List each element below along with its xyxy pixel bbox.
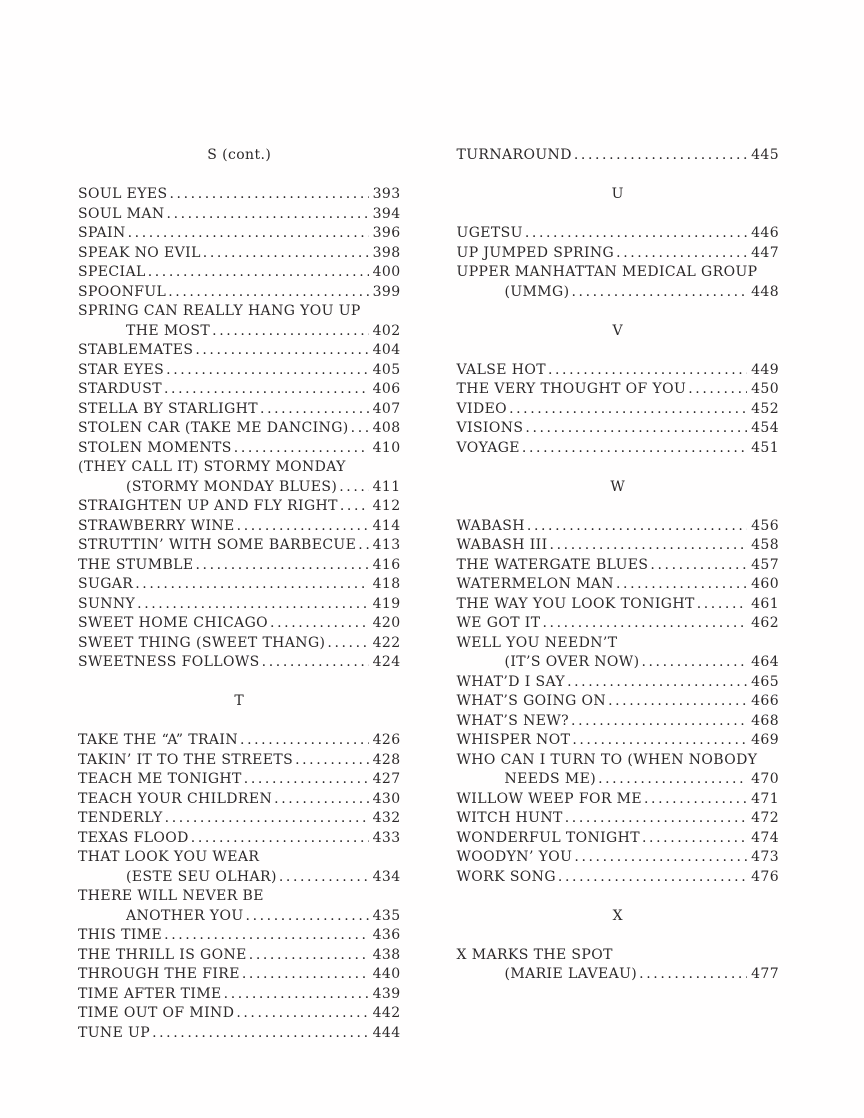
page-number: 428 <box>372 751 401 768</box>
page-number: 432 <box>372 810 401 826</box>
page-number: 464 <box>751 654 779 670</box>
dot-leader <box>260 400 369 420</box>
dot-leader <box>616 244 747 264</box>
song-title: TIME AFTER TIME <box>78 985 222 1002</box>
index-entry-continuation <box>457 283 780 303</box>
song-title: (ESTE SEU OLHAR) <box>126 868 277 885</box>
song-title: TEACH YOUR CHILDREN <box>78 790 273 807</box>
dot-leader <box>212 322 368 342</box>
page-number: 454 <box>751 420 779 436</box>
song-title: STOLEN CAR (TAKE ME DANCING) <box>78 420 349 436</box>
page-number: 411 <box>372 478 401 495</box>
index-entry <box>78 809 401 829</box>
dot-leader <box>191 829 369 849</box>
page-number: 451 <box>751 439 779 456</box>
dot-leader <box>340 497 369 517</box>
index-entry <box>457 946 780 966</box>
index-entry <box>457 244 780 264</box>
index-entry <box>457 536 780 556</box>
dot-leader <box>327 634 368 654</box>
song-title: TAKE THE “A” TRAIN <box>78 732 239 748</box>
page-number: 449 <box>751 361 779 378</box>
song-title: (IT’S OVER NOW) <box>504 654 640 670</box>
index-entry <box>78 302 401 322</box>
dot-leader <box>697 595 747 615</box>
page-number: 477 <box>751 966 779 982</box>
song-title: NEEDS ME) <box>504 771 597 787</box>
section-heading: V <box>612 322 623 339</box>
page-number: 414 <box>372 517 401 534</box>
page-number: 396 <box>372 225 401 241</box>
page-number: 402 <box>372 322 401 339</box>
dot-leader <box>195 556 368 576</box>
song-title: WORK SONG <box>456 868 556 885</box>
dot-leader <box>224 985 369 1005</box>
index-entry <box>78 283 401 303</box>
index-entry <box>78 653 401 673</box>
dot-leader <box>246 907 369 927</box>
index-entry <box>78 946 401 966</box>
index-entry <box>78 751 401 771</box>
song-title: WHISPER NOT <box>456 732 571 748</box>
song-title: VISIONS <box>456 420 524 436</box>
index-entry <box>78 497 401 517</box>
dot-leader <box>137 595 368 615</box>
dot-leader <box>574 146 747 166</box>
dot-leader <box>167 205 369 225</box>
song-title: TUNE UP <box>78 1024 151 1041</box>
index-entry <box>78 341 401 361</box>
page-number: 436 <box>372 927 401 943</box>
index-entry <box>78 614 401 634</box>
song-title: SOUL EYES <box>78 186 168 202</box>
dot-leader <box>166 361 368 381</box>
page-number: 445 <box>751 147 779 163</box>
song-title: STABLEMATES <box>78 342 194 358</box>
index-entry-continuation <box>78 868 401 888</box>
dot-leader <box>550 536 748 556</box>
song-title: SPEAK NO EVIL <box>78 244 201 261</box>
page-number: 440 <box>372 966 401 982</box>
index-entry <box>457 790 780 810</box>
page-number: 412 <box>372 498 401 514</box>
dot-leader <box>558 868 747 888</box>
dot-leader <box>616 575 747 595</box>
song-title: SWEETNESS FOLLOWS <box>78 654 260 670</box>
song-title: WABASH III <box>456 537 548 553</box>
song-title: THERE WILL NEVER BE <box>78 888 264 904</box>
page-number: 400 <box>372 264 401 280</box>
song-title: WHAT’D I SAY <box>456 673 566 690</box>
dot-leader <box>274 790 368 810</box>
index-entry-continuation <box>457 770 780 790</box>
dot-leader <box>270 614 369 634</box>
song-title: WITCH HUNT <box>456 810 563 826</box>
page-number: 471 <box>751 790 779 807</box>
song-title: THROUGH THE FIRE <box>78 966 240 982</box>
index-entry <box>78 926 401 946</box>
index-entry <box>457 595 780 615</box>
index-entry <box>78 595 401 615</box>
page-number: 438 <box>372 946 401 963</box>
song-title: ANOTHER YOU <box>126 907 244 924</box>
dot-leader <box>135 575 368 595</box>
section-heading: U <box>611 186 624 202</box>
page-number: 398 <box>372 244 401 261</box>
page-number: 439 <box>372 985 401 1002</box>
dot-leader <box>571 712 747 732</box>
song-title: TIME OUT OF MIND <box>78 1005 235 1021</box>
dot-leader <box>168 283 368 303</box>
index-entry <box>78 556 401 576</box>
song-title: UPPER MANHATTAN MEDICAL GROUP <box>456 264 758 280</box>
page-number: 458 <box>751 537 779 553</box>
song-title: STRAWBERRY WINE <box>78 517 235 534</box>
song-title: X MARKS THE SPOT <box>456 946 613 963</box>
dot-leader <box>351 419 369 439</box>
page-number: 433 <box>372 829 401 846</box>
page-number: 469 <box>751 732 779 748</box>
song-title: STOLEN MOMENTS <box>78 439 232 456</box>
song-title: THAT LOOK YOU WEAR <box>78 849 260 865</box>
song-title: WOODYN’ YOU <box>456 849 573 865</box>
song-title: WHO CAN I TURN TO (WHEN NOBODY <box>456 751 758 768</box>
index-entry <box>78 185 401 205</box>
page-number: 456 <box>751 517 779 534</box>
index-entry <box>78 400 401 420</box>
index-column-left <box>78 146 401 1043</box>
song-title: SPAIN <box>78 225 126 241</box>
index-entry <box>78 536 401 556</box>
page-number: 473 <box>751 849 779 865</box>
dot-leader <box>522 439 747 459</box>
page-number: 430 <box>372 790 401 807</box>
index-entry <box>78 205 401 225</box>
dot-leader <box>249 946 369 966</box>
index-entry <box>457 712 780 732</box>
page-number: 418 <box>372 576 401 592</box>
song-title: TAKIN’ IT TO THE STREETS <box>78 751 294 768</box>
song-title: VIDEO <box>456 400 508 417</box>
index-entry <box>457 380 780 400</box>
page-number: 442 <box>372 1005 401 1021</box>
index-entry-continuation <box>78 478 401 498</box>
page-number: 435 <box>372 907 401 924</box>
page-number: 404 <box>372 342 401 358</box>
dot-leader <box>358 536 368 556</box>
index-column-right <box>457 146 780 1043</box>
page-number: 434 <box>372 868 401 885</box>
page-number: 457 <box>751 556 779 573</box>
page-number: 448 <box>751 283 779 300</box>
song-title: THE WATERGATE BLUES <box>456 556 649 573</box>
index-entry <box>457 517 780 537</box>
page-number: 474 <box>751 829 779 846</box>
dot-leader <box>295 751 369 771</box>
dot-leader <box>203 244 369 264</box>
page-number: 420 <box>372 615 401 631</box>
index-entry <box>78 380 401 400</box>
page-number: 450 <box>751 381 779 397</box>
page-number: 452 <box>751 400 779 417</box>
page-number: 424 <box>372 654 401 670</box>
index-entry <box>78 634 401 654</box>
dot-leader <box>164 380 369 400</box>
song-title: SWEET THING (SWEET THANG) <box>78 634 326 651</box>
index-entry <box>457 400 780 420</box>
song-title: VALSE HOT <box>456 361 546 378</box>
page-number: 468 <box>751 712 779 729</box>
page-number: 416 <box>372 556 401 573</box>
dot-leader <box>574 848 747 868</box>
dot-leader <box>339 478 368 498</box>
page-number: 399 <box>372 283 401 300</box>
index-entry <box>457 556 780 576</box>
index-entry <box>78 985 401 1005</box>
song-title: WHAT’S GOING ON <box>456 693 607 709</box>
song-title: TEXAS FLOOD <box>78 829 189 846</box>
song-title: SOUL MAN <box>78 205 165 222</box>
index-entry-continuation <box>457 965 780 985</box>
page-number: 408 <box>372 420 401 436</box>
index-entry-continuation <box>78 907 401 927</box>
dot-leader <box>525 224 747 244</box>
dot-leader <box>565 809 747 829</box>
index-entry <box>457 809 780 829</box>
song-title: UP JUMPED SPRING <box>456 244 615 261</box>
page-number: 447 <box>751 244 779 261</box>
index-entry <box>457 146 780 166</box>
song-title: TENDERLY <box>78 810 163 826</box>
index-entry <box>78 224 401 244</box>
song-title: UGETSU <box>456 225 523 241</box>
index-entry <box>457 575 780 595</box>
song-title: WONDERFUL TONIGHT <box>456 829 640 846</box>
dot-leader <box>548 361 747 381</box>
dot-leader <box>642 829 747 849</box>
page-number: 427 <box>372 771 401 787</box>
index-entry <box>78 439 401 459</box>
page-number: 472 <box>751 810 779 826</box>
index-entry <box>78 965 401 985</box>
dot-leader <box>644 790 747 810</box>
dot-leader <box>527 517 747 537</box>
page-number: 460 <box>751 576 779 592</box>
song-title: SWEET HOME CHICAGO <box>78 615 269 631</box>
index-entry <box>457 692 780 712</box>
dot-leader <box>236 1004 368 1024</box>
section-heading: W <box>610 478 626 495</box>
index-entry <box>457 439 780 459</box>
song-title: THE WAY YOU LOOK TONIGHT <box>456 595 695 612</box>
index-entry <box>78 887 401 907</box>
page-number: 426 <box>372 732 401 748</box>
song-title: TEACH ME TONIGHT <box>78 771 242 787</box>
dot-leader <box>164 926 368 946</box>
index-entry <box>457 263 780 283</box>
index-entry <box>457 868 780 888</box>
page-number: 393 <box>372 186 401 202</box>
dot-leader <box>240 731 369 751</box>
song-title: THE THRILL IS GONE <box>78 946 247 963</box>
index-entry <box>457 614 780 634</box>
index-entry <box>457 361 780 381</box>
index-columns <box>78 146 779 1043</box>
song-title: SUGAR <box>78 576 134 592</box>
index-entry <box>78 517 401 537</box>
dot-leader <box>571 283 747 303</box>
song-title: TURNAROUND <box>456 147 572 163</box>
page-number: 405 <box>372 361 401 378</box>
song-title: (THEY CALL IT) STORMY MONDAY <box>78 459 346 475</box>
index-entry <box>457 419 780 439</box>
page-number: 461 <box>751 595 779 612</box>
index-entry <box>78 1024 401 1044</box>
dot-leader <box>165 809 369 829</box>
song-title: THE VERY THOUGHT OF YOU <box>456 381 687 397</box>
dot-leader <box>650 556 747 576</box>
index-entry <box>457 848 780 868</box>
dot-leader <box>234 439 369 459</box>
dot-leader <box>542 614 747 634</box>
song-title: SPECIAL <box>78 264 146 280</box>
index-entry <box>457 224 780 244</box>
page-number: 406 <box>372 381 401 397</box>
index-entry <box>457 673 780 693</box>
song-title: STELLA BY STARLIGHT <box>78 400 259 417</box>
section-heading: X <box>612 907 623 924</box>
dot-leader <box>598 770 747 790</box>
index-entry-continuation <box>457 653 780 673</box>
page-number: 419 <box>372 595 401 612</box>
song-title: THIS TIME <box>78 927 163 943</box>
song-title: STAR EYES <box>78 361 165 378</box>
dot-leader <box>509 400 747 420</box>
index-entry-continuation <box>78 322 401 342</box>
dot-leader <box>237 517 369 537</box>
song-title: VOYAGE <box>456 439 520 456</box>
page-number: 444 <box>372 1024 401 1041</box>
index-entry <box>78 263 401 283</box>
dot-leader <box>688 380 747 400</box>
dot-leader <box>128 224 369 244</box>
page-number: 470 <box>751 771 779 787</box>
song-title: STARDUST <box>78 381 162 397</box>
dot-leader <box>639 965 747 985</box>
index-entry <box>457 634 780 654</box>
page-number: 394 <box>372 205 401 222</box>
song-title: SPRING CAN REALLY HANG YOU UP <box>78 303 361 319</box>
index-entry <box>457 829 780 849</box>
song-title: STRAIGHTEN UP AND FLY RIGHT <box>78 498 338 514</box>
song-title: STRUTTIN’ WITH SOME BARBECUE <box>78 537 357 553</box>
index-entry <box>78 829 401 849</box>
song-title: (MARIE LAVEAU) <box>504 966 638 982</box>
index-entry <box>457 751 780 771</box>
song-title: SPOONFUL <box>78 283 167 300</box>
page-number: 465 <box>751 673 779 690</box>
index-entry <box>78 458 401 478</box>
dot-leader <box>567 673 747 693</box>
section-heading: T <box>234 693 245 709</box>
dot-leader <box>148 263 369 283</box>
index-entry <box>78 790 401 810</box>
page-number: 422 <box>372 634 401 651</box>
dot-leader <box>525 419 747 439</box>
song-title: THE STUMBLE <box>78 556 194 573</box>
index-entry <box>78 848 401 868</box>
index-entry <box>78 575 401 595</box>
song-title: WELL YOU NEEDN’T <box>456 634 618 651</box>
index-entry <box>78 244 401 264</box>
dot-leader <box>641 653 747 673</box>
song-title: WATERMELON MAN <box>456 576 614 592</box>
dot-leader <box>279 868 369 888</box>
song-title: (UMMG) <box>504 283 570 300</box>
dot-leader <box>152 1024 369 1044</box>
song-title: (STORMY MONDAY BLUES) <box>126 478 338 495</box>
dot-leader <box>262 653 369 673</box>
index-entry <box>78 731 401 751</box>
index-entry <box>78 1004 401 1024</box>
page-number: 476 <box>751 868 779 885</box>
song-title: SUNNY <box>78 595 136 612</box>
index-entry <box>78 419 401 439</box>
section-heading: S (cont.) <box>207 147 272 163</box>
dot-leader <box>572 731 747 751</box>
page-number: 413 <box>372 537 401 553</box>
dot-leader <box>242 965 369 985</box>
song-title: WE GOT IT <box>456 615 541 631</box>
page-number: 462 <box>751 615 779 631</box>
page-number: 407 <box>372 400 401 417</box>
song-title: THE MOST <box>126 322 211 339</box>
dot-leader <box>170 185 369 205</box>
page-number: 466 <box>751 693 779 709</box>
song-title: WABASH <box>456 517 525 534</box>
index-entry <box>457 731 780 751</box>
dot-leader <box>195 341 368 361</box>
index-entry <box>78 361 401 381</box>
song-title: WHAT’S NEW? <box>456 712 570 729</box>
page-number: 446 <box>751 225 779 241</box>
page-number: 410 <box>372 439 401 456</box>
index-entry <box>78 770 401 790</box>
song-title: WILLOW WEEP FOR ME <box>456 790 642 807</box>
dot-leader <box>244 770 369 790</box>
dot-leader <box>608 692 747 712</box>
